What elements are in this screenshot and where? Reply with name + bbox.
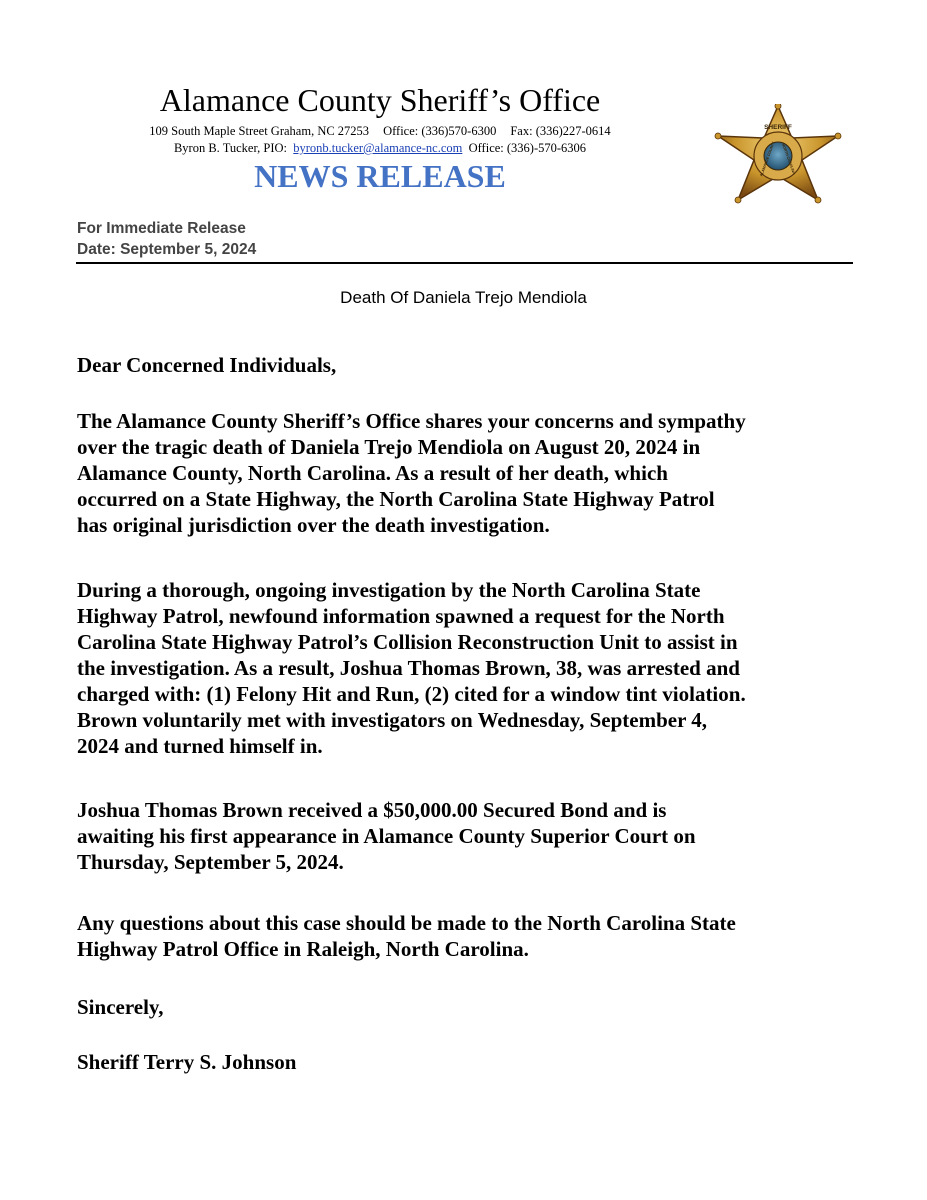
signature: Sheriff Terry S. Johnson (77, 1050, 297, 1074)
paragraph: The Alamance County Sheriff’s Office shares your concerns and sympathy over the tragic death of Daniela Trejo Mendiola on August 20, 2024 in Alamance County, North Carolina. As a result of her death, which occurred on a State Highway, the North Carolina State Highway Patrol has original jurisdiction over the death investigation. (77, 409, 746, 537)
pio-line (0, 140, 760, 156)
org-name: Alamance County Sheriff’s Office (159, 82, 601, 118)
pio-name: Byron B. Tucker, PIO: (173, 141, 288, 155)
closing: Sincerely, (77, 995, 164, 1019)
paragraph: Joshua Thomas Brown received a $50,000.00 Secured Bond and is awaiting his first appearance in Alamance County Superior Court on Thursday, September 5, 2024. (77, 798, 696, 874)
fax-number: Fax: (336)227-0614 (510, 124, 611, 138)
paragraph: During a thorough, ongoing investigation by the North Carolina State Highway Patrol, newfound information spawned a request for the North Carolina State Highway Patrol’s Collision Reconstruction Unit to assist in the investigation. As a result, Joshua Thomas Brown, 38, was arrested and charged with: (1) Felony Hit and Run, (2) cited for a window tint violation. Brown voluntarily met with investigators on Wednesday, September 4, 2024 and turned himself in. (77, 578, 746, 758)
street-address: 109 South Maple Street Graham, NC 27253 (149, 124, 370, 138)
paragraph: Any questions about this case should be made to the North Carolina State Highway Patrol Office in Raleigh, North Carolina. (77, 911, 736, 961)
news-release-title: NEWS RELEASE (254, 158, 506, 194)
badge-text-right: NORTH CAROLINA (781, 143, 797, 176)
badge-text-left: ALAMANCE COUNTY (759, 141, 776, 178)
pio-phone: Office: (336)-570-6306 (468, 141, 587, 155)
salutation: Dear Concerned Individuals, (77, 353, 337, 377)
sheriff-badge-icon (712, 104, 844, 204)
address-line (0, 123, 760, 139)
headline: Death Of Daniela Trejo Mendiola (340, 288, 587, 307)
office-phone: Office: (336)570-6300 (383, 124, 497, 138)
release-meta (77, 218, 256, 260)
release-date: Date: September 5, 2024 (77, 241, 257, 258)
pio-email-link[interactable]: byronb.tucker@alamance-nc.com (293, 141, 463, 155)
release-type: For Immediate Release (77, 220, 246, 237)
header-divider (76, 262, 853, 264)
badge-text-top: SHERIFF (764, 124, 792, 131)
